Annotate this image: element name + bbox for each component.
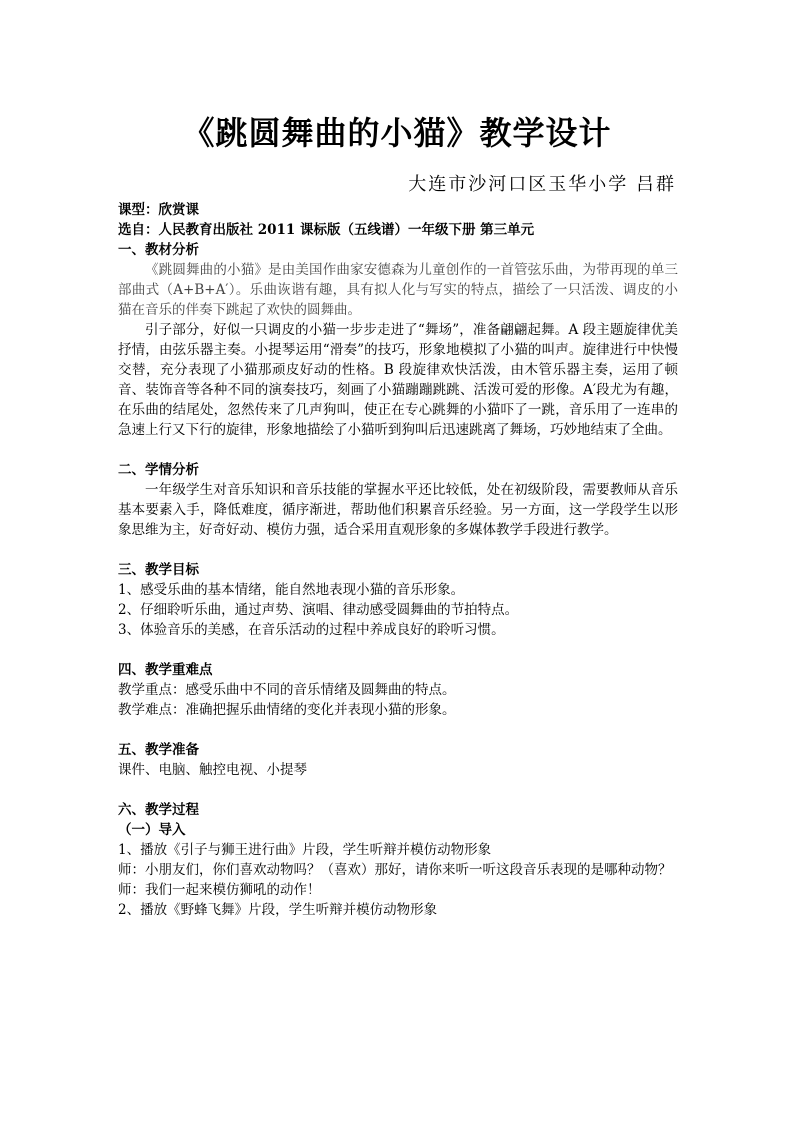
spacer <box>118 440 678 460</box>
spacer <box>118 720 678 740</box>
section-heading-4: 四、教学重难点 <box>118 662 213 678</box>
process-item: 2、播放《野蜂飞舞》片段，学生听辩并模仿动物形象 <box>118 902 438 918</box>
spacer <box>118 780 678 800</box>
goal-item: 1、感受乐曲的基本情绪，能自然地表现小猫的音乐形象。 <box>118 582 465 598</box>
lesson-source: 选自：人民教育出版社 2011 课标版（五线谱）一年级下册 第三单元 <box>118 222 535 238</box>
section-heading-5: 五、教学准备 <box>118 742 199 758</box>
section-1-paragraph-2: 引子部分，好似一只调皮的小猫一步步走进了“舞场”，准备翩翩起舞。A 段主题旋律优美抒情，由弦乐器主奏。小提琴运用“滑奏”的技巧，形象地模拟了小猫的叫声。旋律进行中快慢交替，充分表现了小猫那顽皮好动的性格。B 段旋律欢快活泼，由木管乐器主奏，运用了顿音、装饰音等各种不同的演奏技巧，刻画了小猫蹦蹦跳跳、活泼可爱的形像。A′段尤为有趣，在乐曲的结尾处，忽然传来了几声狗叫，使正在专心跳舞的小猫吓了一跳，音乐用了一连串的急速上行又下行的旋律，形象地描绘了小猫听到狗叫后迅速跳离了舞场，巧妙地结束了全曲。 <box>118 322 678 438</box>
key-point-item: 教学重点：感受乐曲中不同的音乐情绪及圆舞曲的特点。 <box>118 682 456 698</box>
lesson-type: 课型：欣赏课 <box>118 202 199 218</box>
section-heading-1: 一、教材分析 <box>118 242 199 258</box>
preparation-list: 课件、电脑、触控电视、小提琴 <box>118 762 307 778</box>
section-heading-6: 六、教学过程 <box>118 802 199 818</box>
process-item: 1、播放《引子与狮王进行曲》片段，学生听辩并模仿动物形象 <box>118 842 492 858</box>
spacer <box>118 540 678 560</box>
section-heading-3: 三、教学目标 <box>118 562 199 578</box>
goal-item: 2、仔细聆听乐曲，通过声势、演唱、律动感受圆舞曲的节拍特点。 <box>118 602 519 618</box>
author-line: 大连市沙河口区玉华小学 吕群 <box>408 174 676 195</box>
section-heading-2: 二、学情分析 <box>118 462 199 478</box>
key-point-item: 教学难点：准确把握乐曲情绪的变化并表现小猫的形象。 <box>118 702 456 718</box>
section-1-paragraph-1: 《跳圆舞曲的小猫》是由美国作曲家安德森为儿童创作的一首管弦乐曲，为带再现的单三部曲式（A+B+A′）。乐曲诙谐有趣，具有拟人化与写实的特点，描绘了一只活泼、调皮的小猫在音乐的伴奏下跳起了欢快的圆舞曲。 <box>118 262 678 318</box>
spacer <box>118 640 678 660</box>
document-title: 《跳圆舞曲的小猫》教学设计 <box>182 114 612 152</box>
subsection-heading: （一）导入 <box>118 822 186 838</box>
section-2-paragraph-1: 一年级学生对音乐知识和音乐技能的掌握水平还比较低，处在初级阶段，需要教师从音乐基本要素入手，降低难度，循序渐进，帮助他们积累音乐经验。另一方面，这一学段学生以形象思维为主，好奇好动、模仿力强，适合采用直观形象的多媒体教学手段进行教学。 <box>118 482 678 538</box>
document-body <box>118 200 678 920</box>
process-item: 师：我们一起来模仿狮吼的动作！ <box>118 882 321 898</box>
process-item: 师：小朋友们，你们喜欢动物吗？（喜欢）那好，请你来听一听这段音乐表现的是哪种动物？ <box>118 862 672 878</box>
goal-item: 3、体验音乐的美感，在音乐活动的过程中养成良好的聆听习惯。 <box>118 622 505 638</box>
